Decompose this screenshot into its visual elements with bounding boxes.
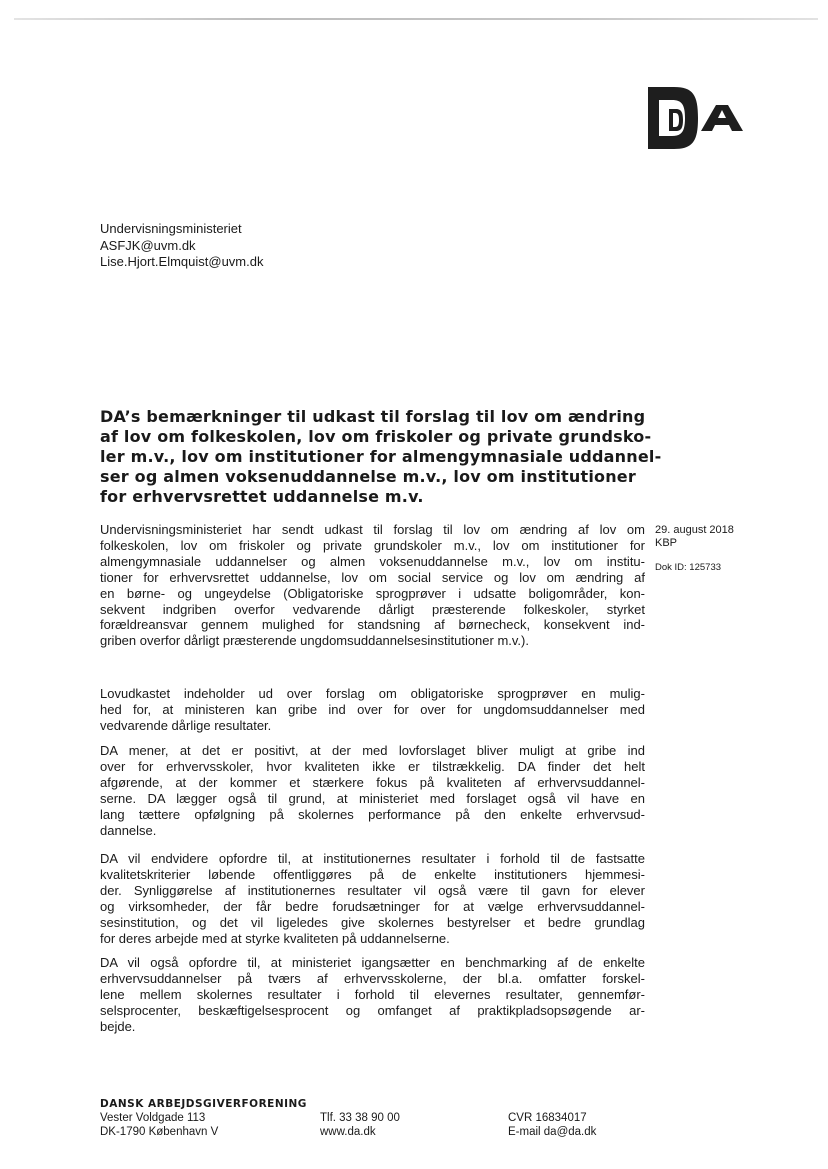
paragraph-line: DA vil endvidere opfordre til, at institutionernes resultater i forhold til de fastsatte <box>100 851 645 866</box>
body-paragraph-5 <box>100 955 645 1035</box>
recipient-address <box>100 221 263 271</box>
paragraph-line: vedvarende dårlige resultater. <box>100 717 272 733</box>
document-title <box>100 407 662 507</box>
author-initials: KBP <box>655 537 678 549</box>
footer-registration <box>508 1111 596 1139</box>
footer-phone: Tlf. 33 38 90 00 <box>320 1112 400 1124</box>
paragraph-line: kvalitetskriterier løbende offentliggøres på de enkelte institutioners hjemmesi- <box>100 866 645 882</box>
paragraph-line: folkeskolen, lov om friskoler og private grundskoler m.v., lov om institutioner for <box>100 537 645 553</box>
body-paragraph-3 <box>100 743 645 838</box>
paragraph-line: en børne- og ungeydelse (Obligatoriske sprogprøver i udsatte boligområder, kon- <box>100 585 645 601</box>
footer-org-name: DANSK ARBEJDSGIVERFORENING <box>100 1098 307 1110</box>
title-line: for erhvervsrettet uddannelse m.v. <box>100 487 424 506</box>
scan-top-edge <box>14 18 818 20</box>
title-line: ser og almen voksenuddannelse m.v., lov om institutioner <box>100 467 636 486</box>
document-id: Dok ID: 125733 <box>655 562 722 573</box>
footer-cvr: CVR 16834017 <box>508 1112 587 1124</box>
logo-a-shape <box>701 105 743 131</box>
recipient-email-2: Lise.Hjort.Elmquist@uvm.dk <box>100 254 264 269</box>
title-line: af lov om folkeskolen, lov om friskoler og private grundsko- <box>100 427 652 446</box>
paragraph-line: serne. DA lægger også til grund, at ministeriet med forslaget også vil have en <box>100 790 645 806</box>
paragraph-line: almengymnasiale uddannelser og almen voksenuddannelse m.v., lov om institu- <box>100 553 645 569</box>
paragraph-line: lang tættere opfølgning på skolernes performance på den enkelte erhvervsud- <box>100 806 645 822</box>
paragraph-line: Undervisningsministeriet har sendt udkast til forslag til lov om ændring af lov om <box>100 522 645 537</box>
da-logo <box>648 87 758 149</box>
paragraph-line: bejde. <box>100 1018 136 1034</box>
title-line: ler m.v., lov om institutioner for almengymnasiale uddannel- <box>100 447 662 466</box>
title-line: DA’s bemærkninger til udkast til forslag til lov om ændring <box>100 407 646 426</box>
body-paragraph-1 <box>100 522 645 649</box>
paragraph-line: og virksomheder, der får bedre forudsætninger for at vælge erhvervsuddannel- <box>100 898 645 914</box>
paragraph-line: hed for, at ministeren kan gribe ind over for over for ungdomsuddannelser med <box>100 701 645 717</box>
document-meta <box>655 524 734 574</box>
paragraph-line: lene mellem skolernes resultater i forhold til elevernes resultater, gennemfør- <box>100 986 645 1002</box>
footer-street: Vester Voldgade 113 <box>100 1112 206 1124</box>
paragraph-line: sesinstitution, og det vil ligeledes give skolernes bestyrelser et bedre grundlag <box>100 914 645 930</box>
paragraph-line: sekvent indgriben overfor vedvarende dårligt præsterende folkeskoler, styrket <box>100 601 645 617</box>
paragraph-line: for deres arbejde med at styrke kvaliteten på uddannelserne. <box>100 930 450 946</box>
paragraph-line: forældreansvar gennem mulighed for standsning af børnecheck, konsekvent ind- <box>100 617 645 633</box>
paragraph-line: tioner for erhvervsrettet uddannelse, lov om social service og lov om ændring af <box>100 569 645 585</box>
footer-address <box>100 1097 307 1139</box>
document-date: 29. august 2018 <box>655 524 734 536</box>
footer-contact <box>320 1111 400 1139</box>
footer-email: E-mail da@da.dk <box>508 1126 597 1138</box>
paragraph-line: dannelse. <box>100 822 157 838</box>
footer-city: DK-1790 København V <box>100 1126 219 1138</box>
body-paragraph-4 <box>100 851 645 946</box>
paragraph-line: erhvervsuddannelser på tværs af erhvervsskolerne, der bl.a. omfatter forskel- <box>100 970 645 986</box>
footer-website: www.da.dk <box>320 1126 376 1138</box>
recipient-email-1: ASFJK@uvm.dk <box>100 237 196 253</box>
paragraph-line: der. Synliggørelse af institutionernes resultater vil også være til gavn for elever <box>100 882 645 898</box>
paragraph-line: Lovudkastet indeholder ud over forslag om obligatoriske sprogprøver en mulig- <box>100 686 645 701</box>
paragraph-line: griben overfor dårligt præsterende ungdomsuddannelsesinstitutioner m.v.). <box>100 633 529 649</box>
paragraph-line: afgørende, at der kommer et stærkere fokus på kvaliteten af erhvervsuddannel- <box>100 774 645 790</box>
paragraph-line: selsprocenter, beskæftigelsesprocent og omfanget af praktikpladsopsøgende ar- <box>100 1002 645 1018</box>
recipient-name: Undervisningsministeriet <box>100 221 242 236</box>
paragraph-line: DA mener, at det er positivt, at der med lovforslaget bliver muligt at gribe ind <box>100 743 645 758</box>
paragraph-line: DA vil også opfordre til, at ministeriet igangsætter en benchmarking af de enkelte <box>100 955 645 970</box>
logo-d-inner <box>669 109 683 131</box>
body-paragraph-2 <box>100 686 645 734</box>
paragraph-line: over for erhvervsskoler, hvor kvaliteten ikke er tilstrækkelig. DA finder det helt <box>100 758 645 774</box>
